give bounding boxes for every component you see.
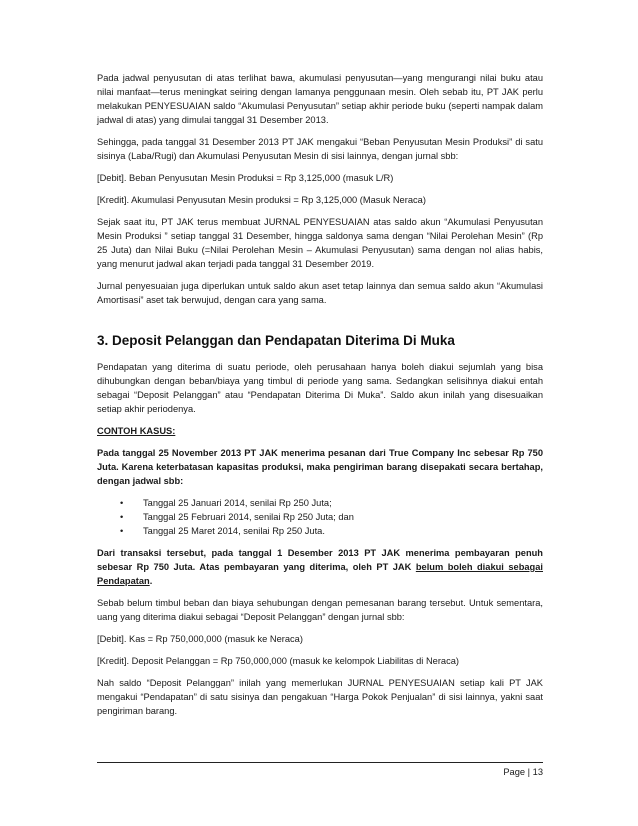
journal-kredit-penyusutan: [Kredit]. Akumulasi Penyusutan Mesin produksi = Rp 3,125,000 (Masuk Neraca) [97, 195, 426, 205]
list-item-text: Tanggal 25 Februari 2014, senilai Rp 250 Juta; dan [143, 512, 354, 522]
list-item-text: Tanggal 25 Maret 2014, senilai Rp 250 Juta. [143, 526, 325, 536]
bullet-icon: • [120, 512, 124, 522]
bullet-icon: • [120, 498, 124, 508]
case-description: Pada tanggal 25 November 2013 PT JAK menerima pesanan dari True Company Inc sebesar Rp 750 Juta. Karena keterbatasan kapasitas produksi, maka pengiriman barang disepakati secara bertahap, dengan jadwal sbb: [97, 448, 543, 486]
delivery-schedule-list [97, 496, 543, 538]
list-item [97, 496, 543, 510]
list-item-text: Tanggal 25 Januari 2014, senilai Rp 250 Juta; [143, 498, 332, 508]
list-item [97, 524, 543, 538]
page-content [97, 71, 543, 726]
paragraph-pendapatan: Pendapatan yang diterima di suatu periode, oleh perusahaan hanya boleh diakui sejumlah yang bisa dihubungkan dengan beban/biaya yang timbul di periode yang sama. Sedangkan selisihnya diakui entah sebagai “Deposit Pelanggan” atau “Pendapatan Diterima Di Muka”. Saldo akun inilah yang disesuaikan setiap akhir periodenya. [97, 362, 543, 414]
page-footer [97, 762, 543, 777]
journal-debit-penyusutan: [Debit]. Beban Penyusutan Mesin Produksi = Rp 3,125,000 (masuk L/R) [97, 173, 394, 183]
paragraph-akumulasi: Pada jadwal penyusutan di atas terlihat bawa, akumulasi penyusutan—yang mengurangi nilai buku atau nilai manfaat—terus meningkat seiring dengan lamanya penggunaan mesin. Oleh sebab itu, PT JAK perlu melakukan PENYESUAIAN saldo “Akumulasi Penyusutan” setiap akhir periode buku (seperti nampak dalam jadwal di atas) yang dimulai tanggal 31 Desember 2013. [97, 73, 543, 125]
section-heading: 3. Deposit Pelanggan dan Pendapatan Diterima Di Muka [97, 333, 455, 348]
journal-kredit-deposit: [Kredit]. Deposit Pelanggan = Rp 750,000,000 (masuk ke kelompok Liabilitas di Neraca) [97, 656, 460, 666]
paragraph-sehingga: Sehingga, pada tanggal 31 Desember 2013 PT JAK mengakui “Beban Penyusutan Mesin Produksi” di satu sisinya (Laba/Rugi) dan Akumulasi Penyusutan Mesin di sisi lainnya, dengan jurnal sbb: [97, 137, 543, 161]
paragraph-jurnal-penyesuaian: Jurnal penyesuaian juga diperlukan untuk saldo akun aset tetap lainnya dan semua saldo akun “Akumulasi Amortisasi” aset tak berwujud, dengan cara yang sama. [97, 281, 543, 305]
bullet-icon: • [120, 526, 124, 536]
paragraph-sejak: Sejak saat itu, PT JAK terus membuat JURNAL PENYESUAIAN atas saldo akun “Akumulasi Penyusutan Mesin Produksi ” setiap tanggal 31 Desember, hingga saldonya sama dengan “Nilai Perolehan Mesin” (Rp 25 Juta) dan Nilai Buku (=Nilai Perolehan Mesin – Akumulasi Penyusutan) sama dengan nol alias habis, yang menurut jadwal akan terjadi pada tanggal 31 Desember 2019. [97, 217, 543, 269]
transaction-text: Dari transaksi tersebut, pada tanggal 1 Desember 2013 PT JAK menerima pembayaran penuh sebesar Rp 750 Juta. Atas pembayaran yang diterima, oleh PT JAK [97, 548, 543, 572]
list-item [97, 510, 543, 524]
case-label: CONTOH KASUS: [97, 426, 176, 436]
transaction-end: . [149, 576, 153, 586]
paragraph-nah: Nah saldo “Deposit Pelanggan” inilah yang memerlukan JURNAL PENYESUAIAN setiap kali PT JAK mengakui “Pendapatan” di satu sisinya dan pengakuan “Harga Pokok Penjualan” di sisi lainnya, yakni saat pengiriman barang. [97, 678, 543, 716]
paragraph-transaksi [97, 546, 543, 588]
transaction-underlined: belum boleh diakui sebagai Pendapatan [97, 562, 543, 586]
page-number: Page | 13 [503, 767, 543, 777]
journal-debit-kas: [Debit]. Kas = Rp 750,000,000 (masuk ke Neraca) [97, 634, 303, 644]
paragraph-sebab: Sebab belum timbul beban dan biaya sehubungan dengan pemesanan barang tersebut. Untuk sementara, uang yang diterima diakui sebagai “Deposit Pelanggan” dengan jurnal sbb: [97, 598, 543, 622]
